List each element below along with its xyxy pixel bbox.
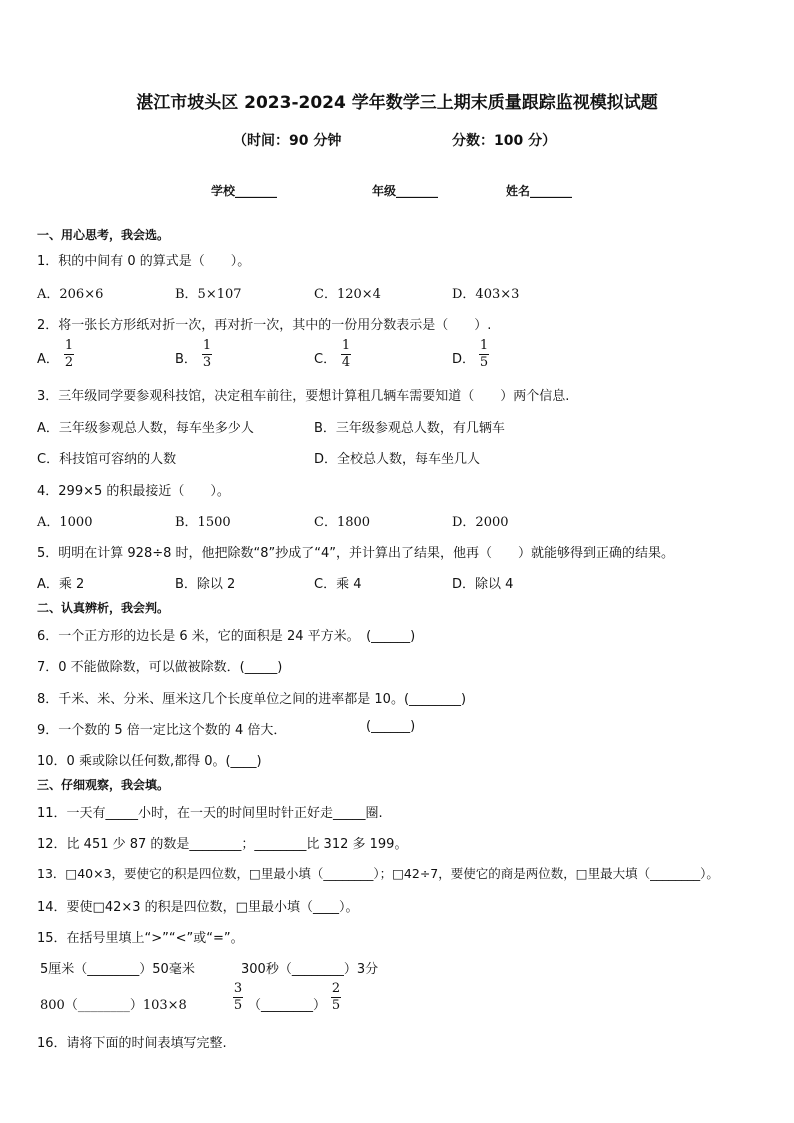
q15-fraction-left (233, 982, 243, 1013)
section-heading-2: 二、认真辨析，我会判。 (37, 601, 170, 615)
question-2: 2．将一张长方形纸对折一次，再对折一次，其中的一份用分数表示是（ ）. (37, 318, 492, 333)
q1-option-d[interactable]: D．403×3 (452, 287, 520, 302)
q2-option-a[interactable]: A． (37, 352, 59, 367)
numerator: 3 (233, 981, 243, 996)
denominator: 5 (331, 998, 341, 1013)
section-heading-1: 一、用心思考，我会选。 (37, 228, 170, 242)
question-10: 10．0 乘或除以任何数,都得 0。(____) (37, 754, 262, 769)
q1-option-a[interactable]: A．206×6 (37, 287, 104, 302)
exam-time: （时间：90 分钟 (233, 133, 342, 149)
q9-answer-blank[interactable]: (______) (366, 719, 416, 734)
q2-fraction-a (64, 339, 74, 370)
denominator: 2 (64, 355, 74, 370)
q4-option-a[interactable]: A．1000 (37, 515, 93, 530)
q4-option-d[interactable]: D．2000 (452, 515, 509, 530)
numerator: 1 (341, 338, 351, 353)
q3-option-c[interactable]: C．科技馆可容纳的人数 (37, 452, 177, 467)
school-field[interactable]: 学校_______ (211, 184, 278, 198)
q5-option-b[interactable]: B．除以 2 (175, 577, 236, 592)
q15-fraction-right (331, 982, 341, 1013)
q2-fraction-c (341, 339, 351, 370)
question-4: 4．299×5 的积最接近（ ）。 (37, 484, 230, 499)
q2-fraction-d (479, 339, 489, 370)
q5-option-d[interactable]: D．除以 4 (452, 577, 514, 592)
q2-option-b[interactable]: B． (175, 352, 197, 367)
question-7: 7．0 不能做除数，可以做被除数．(_____) (37, 660, 283, 675)
denominator: 3 (202, 355, 212, 370)
question-1: 1．积的中间有 0 的算式是（ ）。 (37, 254, 251, 269)
numerator: 1 (202, 338, 212, 353)
numerator: 1 (64, 338, 74, 353)
numerator: 1 (479, 338, 489, 353)
q3-option-b[interactable]: B．三年级参观总人数，有几辆车 (314, 421, 505, 436)
question-16: 16．请将下面的时间表填写完整. (37, 1036, 227, 1051)
q1-option-c[interactable]: C．120×4 (314, 287, 381, 302)
q1-option-b[interactable]: B．5×107 (175, 287, 242, 302)
q15-compare-a[interactable]: 5厘米（________）50毫米 (40, 962, 195, 977)
question-11: 11．一天有_____小时，在一天的时间里时针正好走_____圈. (37, 806, 383, 821)
question-8: 8．千米、米、分米、厘米这几个长度单位之间的进率都是 10。(________) (37, 692, 467, 707)
question-12: 12．比 451 少 87 的数是________；________比 312 多 199。 (37, 837, 408, 852)
section-heading-3: 三、仔细观察，我会填。 (37, 778, 170, 792)
q5-option-a[interactable]: A．乘 2 (37, 577, 85, 592)
q2-option-c[interactable]: C． (314, 352, 337, 367)
question-14: 14．要使□42×3 的积是四位数，□里最小填（____）。 (37, 900, 359, 915)
denominator: 4 (341, 355, 351, 370)
question-3: 3．三年级同学要参观科技馆，决定租车前往，要想计算租几辆车需要知道（ ）两个信息. (37, 389, 570, 404)
question-6: 6．一个正方形的边长是 6 米，它的面积是 24 平方米。 (______) (37, 629, 416, 644)
question-9: 9．一个数的 5 倍一定比这个数的 4 倍大． (37, 723, 287, 738)
page-title: 湛江市坡头区 2023-2024 学年数学三上期末质量跟踪监视模拟试题 (136, 93, 658, 113)
numerator: 2 (331, 981, 341, 996)
q15-compare-d-blank[interactable]: （________） (248, 998, 327, 1013)
denominator: 5 (479, 355, 489, 370)
q5-option-c[interactable]: C．乘 4 (314, 577, 362, 592)
q3-option-d[interactable]: D．全校总人数，每车坐几人 (314, 452, 481, 467)
denominator: 5 (233, 998, 243, 1013)
question-13: 13．□40×3，要使它的积是四位数，□里最小填（________）；□42÷7，要使它的商是两位数，□里最大填（________）。 (37, 866, 719, 881)
name-field[interactable]: 姓名_______ (506, 184, 573, 198)
q2-option-d[interactable]: D． (452, 352, 476, 367)
q2-fraction-b (202, 339, 212, 370)
q15-compare-c[interactable]: 800（________）103×8 (40, 998, 187, 1013)
q15-compare-b[interactable]: 300秒（________）3分 (241, 962, 379, 977)
q3-option-a[interactable]: A．三年级参观总人数，每车坐多少人 (37, 421, 254, 436)
question-15: 15．在括号里填上“>”“<”或“=”。 (37, 931, 244, 946)
question-5: 5．明明在计算 928÷8 时，他把除数“8”抄成了“4”，并计算出了结果，他再（ ）就能够得到正确的结果。 (37, 546, 674, 561)
q4-option-b[interactable]: B．1500 (175, 515, 231, 530)
grade-field[interactable]: 年级_______ (372, 184, 439, 198)
exam-score: 分数：100 分） (452, 133, 557, 149)
q4-option-c[interactable]: C．1800 (314, 515, 371, 530)
